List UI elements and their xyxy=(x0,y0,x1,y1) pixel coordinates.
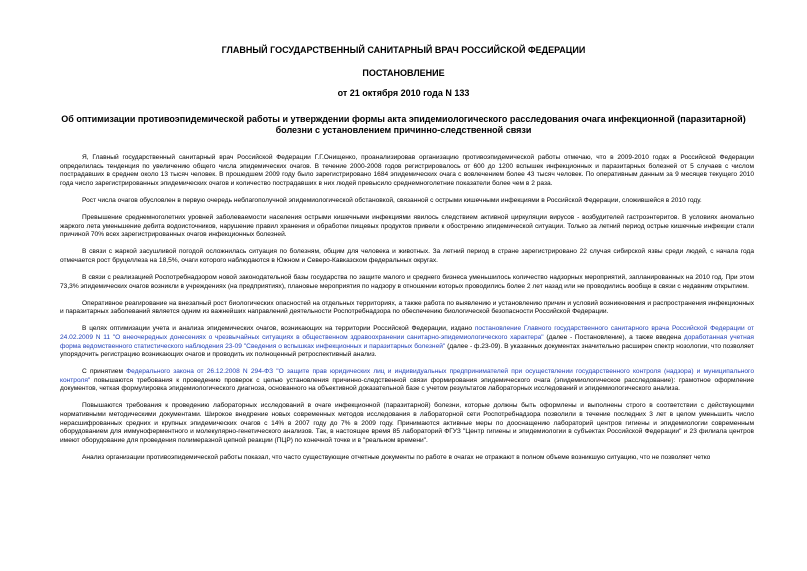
paragraph xyxy=(60,368,754,394)
paragraph-text: (далее - Постановление), а также введена xyxy=(543,333,684,341)
paragraph: В связи с реализацией Роспотребнадзором новой законодательной базы государства по защите малого и среднего бизнеса уменьшилось количество надзорных мероприятий, запланированных на 2010 год. При этом 73,3% эпидемических очагов возникли в учреждениях (на предприятиях), плановые мероприятия по надзору в отношении которых проводились более 2 лет назад или не проводились вообще в связи с недавним открытием. xyxy=(60,273,754,290)
document-body xyxy=(60,154,754,471)
paragraph: Я, Главный государственный санитарный врач Российской Федерации Г.Г.Онищенко, проанализировав организацию противоэпидемической работы отмечаю, что в 2009-2010 годах в Российской Федерации определилась тенденция по увеличению общего числа эпидемических очагов. В течение 2000-2008 годов регистрировалось от 600 до 1200 вспышек инфекционных и паразитарных болезней от 5 случаев с числом пострадавших в среднем около 13 тысяч человек. В прошедшем 2009 году было зарегистрировано 1684 эпидемических очага с вовлечением более 43 тысяч человек. По оперативным данным за 9 месяцев текущего 2010 года число зарегистрированных эпидемических очагов и количество пострадавших в них людей превысило среднемноголетние показатели более чем в 2 раза. xyxy=(60,154,754,187)
document-title: Об оптимизации противоэпидемической работы и утверждении формы акта эпидемиологического расследования очага инфекционной (паразитарной) болезни с установлением причинно-следственной связи xyxy=(61,114,746,135)
paragraph: В связи с жаркой засушливой погодой осложнилась ситуация по болезням, общим для человека и животных. За летний период в стране зарегистрировано 22 случая сибирской язвы среди людей, с начала года отмечается рост бруцеллеза на 18,5%, очаги которого наблюдаются в Южном и Северо-Кавказском федеральных округах. xyxy=(60,248,754,264)
issuing-authority: ГЛАВНЫЙ ГОСУДАРСТВЕННЫЙ САНИТАРНЫЙ ВРАЧ РОССИЙСКОЙ ФЕДЕРАЦИИ xyxy=(221,45,586,55)
paragraph xyxy=(60,325,754,359)
paragraph-text: В целях оптимизации учета и анализа эпидемических очагов, возникающих на территории Российской Федерации, издано xyxy=(82,325,475,333)
paragraph: Анализ организации противоэпидемической работы показал, что часто существующие отчетные документы по работе в очагах не отражают в полном объеме возникшую ситуацию, что не позволяет четко xyxy=(82,453,711,461)
paragraph-text: повышаются требования к проведению проверок с целью установления причинно-следственной связи формирования эпидемического очага (эпидемиологическое расследование): грамотное оформление документов, четкая формулировка эпидемиологического диагноза, основанного на объективной доказательной базе с учетом результатов лабораторных исследований и эпидемиологического анализа. xyxy=(60,376,754,393)
form-23-09-link[interactable]: доработанная учетная форма ведомственного статистического наблюдения 23-09 "Сведения о вспышках инфекционных и паразитарных болезней" xyxy=(60,333,754,350)
federal-law-link[interactable]: Федерального закона от 26.12.2008 N 294-ФЗ "О защите прав юридических лиц и индивидуальных предпринимателей при осуществлении государственного контроля (надзора) и муниципального контроля" xyxy=(60,368,754,384)
document-type: ПОСТАНОВЛЕНИЕ xyxy=(362,68,445,78)
paragraph: Повышаются требования к проведению лабораторных исследований в очаге инфекционной (паразитарной) болезни, которые должны быть оформлены и выполнены строго в соответствии с действующими нормативными методическими документами. Широкое внедрение новых современных методов исследования в лабораторной сети Роспотребнадзора позволили в течение последних 3 лет в целом уменьшить число нерасшифрованных средних и крупных эпидемических очагов с 14% в 2007 году до 7% в 2009 году. Принимаются активные меры по дооснащению лабораторий центров гигиены и эпидемиологии современным оборудованием для иммуноферментного и молекулярно-генетического анализов. Так, в настоящее время 85 лабораторий ФГУЗ "Центр гигиены и эпидемиологии в субъектах Российской Федерации" и 23 филиала центров имеют оборудование для проведения полимеразной цепной реакции (ПЦР) по конечной точке и в "реальном времени". xyxy=(60,402,754,444)
paragraph-text: С принятием xyxy=(82,368,127,376)
decree-link[interactable]: постановление Главного государственного санитарного врача Российской Федерации от 24.02.2009 N 11 "О внеочередных донесениях о чрезвычайных ситуациях в общественном здравоохранении санитарно-эпидемиологического характера" xyxy=(60,325,755,341)
paragraph-text: (далее - ф.23-09). В указанных документах значительно расширен спектр нозологии, что позволяет упорядочить регистрацию возникающих очагов и проводить их полноценный ретроспективный анализ. xyxy=(60,342,754,359)
paragraph: Оперативное реагирование на внезапный рост биологических опасностей на отдельных территориях, а также работа по выявлению и установлению причин и условий возникновения и распространения инфекционных и паразитарных заболеваний является одним из важнейших направлений деятельности Роспотребнадзора по обеспечению биологической безопасности Российской Федерации. xyxy=(60,299,754,316)
paragraph: Превышение среднемноголетних уровней заболеваемости населения острыми кишечными инфекциями явилось следствием активной циркуляции вирусов - возбудителей гастроэнтеритов. В условиях аномально жаркого лета уменьшение дебита водоисточников, нарушение правил хранения и обработки пищевых продуктов привели к обострению эпидемической ситуации. Только за летний период острые кишечные инфекции стали причиной 70% всех зарегистрированных очагов инфекционных болезней. xyxy=(60,213,754,239)
paragraph: Рост числа очагов обусловлен в первую очередь неблагополучной эпидемиологической обстановкой, связанной с острыми кишечными инфекциями в Российской Федерации, сложившейся в 2010 году. xyxy=(82,196,702,204)
document-date-number: от 21 октября 2010 года N 133 xyxy=(337,88,470,98)
